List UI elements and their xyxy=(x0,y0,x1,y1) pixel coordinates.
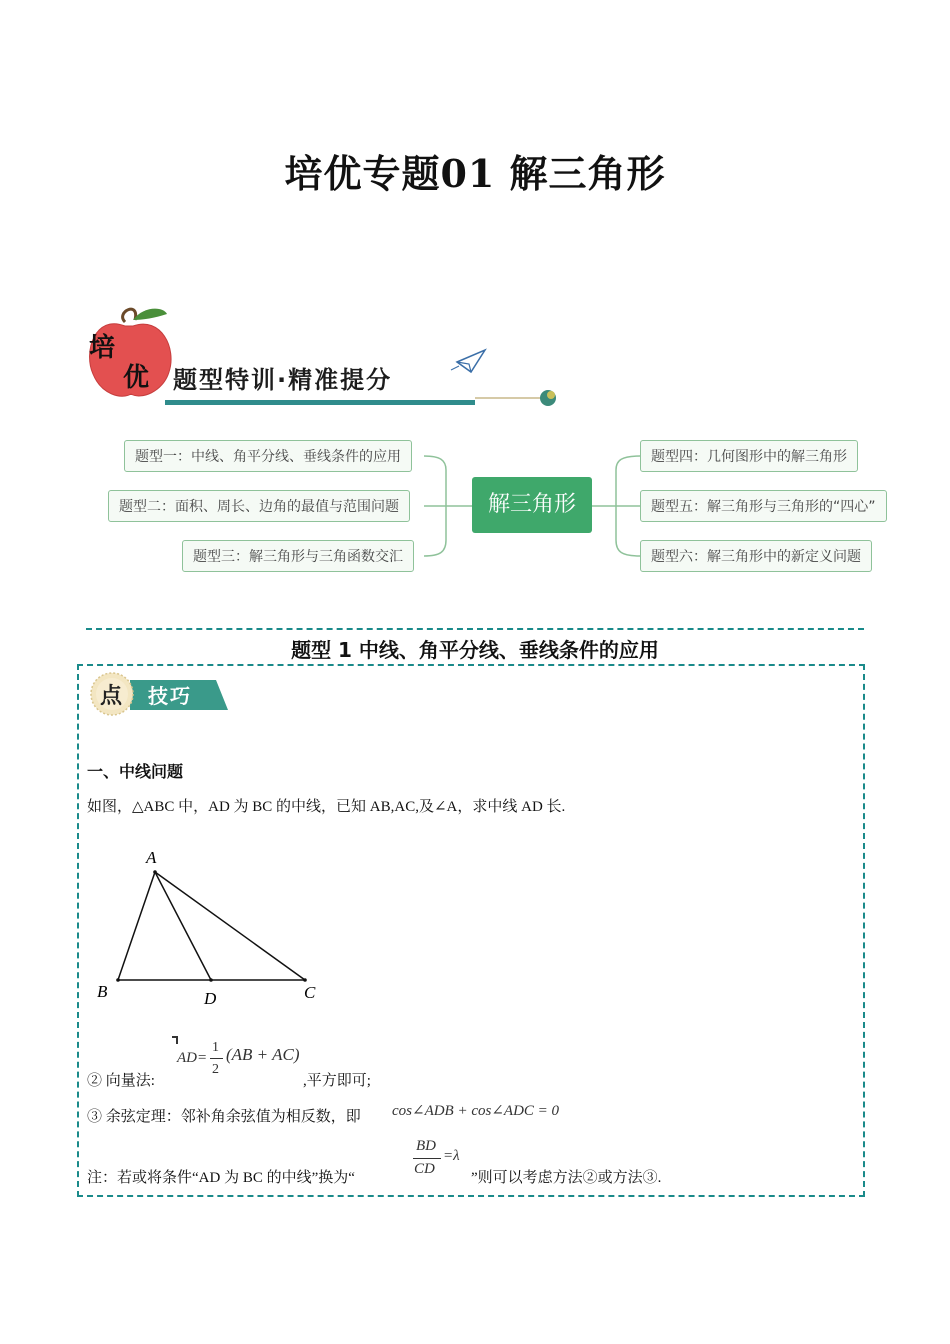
triangle-figure xyxy=(85,840,335,1015)
method2-lhs: AD= xyxy=(177,1050,208,1066)
note-frac-num: BD xyxy=(416,1138,436,1154)
vertex-b-label: B xyxy=(97,982,108,1001)
section-divider xyxy=(86,628,864,630)
note-rhs: =λ xyxy=(443,1148,460,1164)
section-title: 题型 1 中线、角平分线、垂线条件的应用 xyxy=(291,638,659,662)
intro-text: 如图，△ABC 中，AD 为 BC 的中线，已知 AB,AC,及∠A，求中线 AD 长. xyxy=(87,799,566,815)
method2-frac-bar xyxy=(210,1058,223,1059)
tip-badge xyxy=(88,670,233,718)
note-frac-den: CD xyxy=(414,1161,435,1177)
mindmap-item-type4: 题型四：几何图形中的解三角形 xyxy=(640,440,858,472)
method2-prefix: ② 向量法: xyxy=(87,1073,155,1089)
mindmap-center: 解三角形 xyxy=(472,477,592,533)
vector-arrow-icon xyxy=(172,1036,178,1044)
mindmap-item-type1: 题型一：中线、角平分线、垂线条件的应用 xyxy=(124,440,412,472)
subsection-heading: 一、中线问题 xyxy=(87,762,184,781)
banner-badge-top: 培 xyxy=(89,333,116,363)
mindmap-item-type5: 题型五：解三角形与三角形的“四心” xyxy=(640,490,887,522)
page-title: 培优专题01 解三角形 xyxy=(284,151,666,196)
method2-paren: (AB + AC) xyxy=(226,1045,300,1064)
point-d-label: D xyxy=(204,989,217,1008)
method2-suffix: ,平方即可; xyxy=(303,1073,371,1089)
mindmap-item-type2: 题型二：面积、周长、边角的最值与范围问题 xyxy=(108,490,410,522)
mindmap-item-type3: 题型三：解三角形与三角函数交汇 xyxy=(182,540,414,572)
method2-frac-num: 1 xyxy=(212,1040,219,1055)
vertex-a-label: A xyxy=(146,848,157,867)
banner-badge-bottom: 优 xyxy=(123,363,150,393)
tip-label: 技巧 xyxy=(148,684,192,708)
banner-slogan: 题型特训·精准提分 xyxy=(173,366,393,394)
note-prefix: 注：若或将条件“AD 为 BC 的中线”换为“ xyxy=(87,1170,355,1186)
vertex-c-label: C xyxy=(304,983,316,1002)
mindmap-item-type6: 题型六：解三角形中的新定义问题 xyxy=(640,540,872,572)
note-frac-bar xyxy=(413,1158,441,1159)
method2-frac-den: 2 xyxy=(212,1062,219,1077)
note-suffix: ”则可以考虑方法②或方法③. xyxy=(471,1170,662,1186)
method3-formula: cos∠ADB + cos∠ADC = 0 xyxy=(392,1103,560,1119)
tip-badge-icon: 点 xyxy=(100,684,123,709)
method3-text: ③ 余弦定理：邻补角余弦值为相反数，即 xyxy=(87,1109,361,1125)
